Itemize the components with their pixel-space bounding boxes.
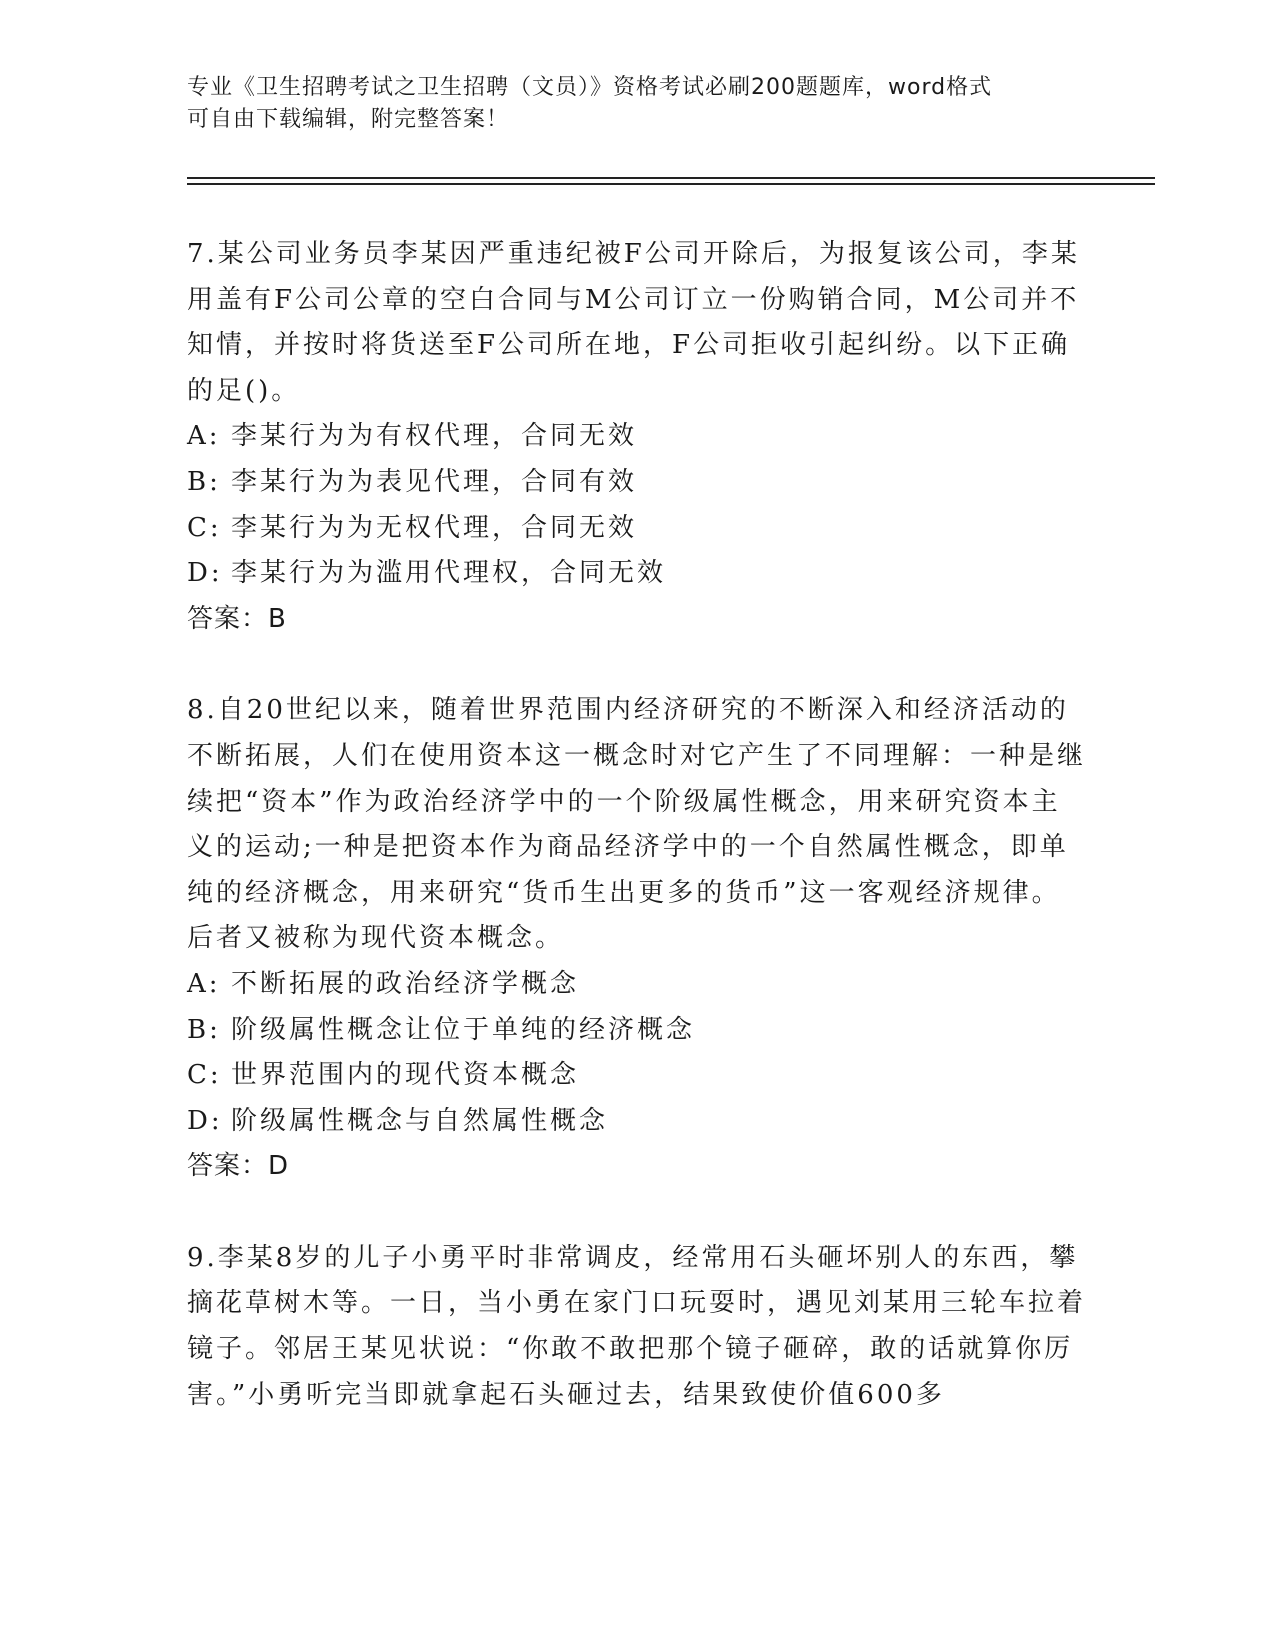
option-c [187, 1053, 1087, 1099]
question-7 [187, 232, 1087, 642]
question-text: 8.自20世纪以来，随着世界范围内经济研究的不断深入和经济活动的不断拓展，人们在使用资本这一概念时对它产生了不同理解：一种是继续把“资本”作为政治经济学中的一个阶级属性概念，用来研究资本主义的运动;一种是把资本作为商品经济学中的一个自然属性概念，即单纯的经济概念，用来研究“货币生出更多的货币”这一客观经济规律。后者又被称为现代资本概念。 [187, 695, 1087, 954]
option-text: 李某行为为表见代理，合同有效 [231, 466, 638, 497]
option-key: B: [187, 466, 221, 497]
option-text: 李某行为为有权代理，合同无效 [231, 421, 638, 452]
question-text: 9.李某8岁的儿子小勇平时非常调皮，经常用石头砸坏别人的东西，攀摘花草树木等。一日，当小勇在家门口玩耍时，遇见刘某用三轮车拉着镜子。邻居王某见状说：“你敢不敢把那个镜子砸碎，敢的话就算你厉害。”小勇听完当即就拿起石头砸过去，结果致使价值600多 [187, 1242, 1087, 1410]
option-a [187, 962, 1087, 1008]
option-key: D: [187, 1105, 223, 1136]
option-key: C: [187, 512, 222, 543]
option-text: 阶级属性概念让位于单纯的经济概念 [231, 1014, 696, 1045]
option-text: 不断拓展的政治经济学概念 [231, 968, 580, 999]
option-list [187, 414, 1087, 596]
question-8 [187, 688, 1087, 1190]
option-key: A: [187, 968, 221, 999]
option-a [187, 414, 1087, 460]
option-text: 李某行为为无权代理，合同无效 [231, 512, 638, 543]
answer-label: 答案：B [187, 603, 287, 634]
question-9 [187, 1236, 1087, 1418]
option-text: 李某行为为滥用代理权，合同无效 [231, 558, 667, 589]
option-key: B: [187, 1014, 221, 1045]
option-list [187, 962, 1087, 1144]
option-key: C: [187, 1060, 222, 1091]
question-list [187, 232, 1087, 1464]
header-title-line-1: 专业《卫生招聘考试之卫生招聘（文员）》资格考试必刷200题题库，word格式 [187, 75, 993, 100]
question-text: 7.某公司业务员李某因严重违纪被F公司开除后，为报复该公司，李某用盖有F公司公章的空白合同与M公司订立一份购销合同，M公司并不知情，并按时将货送至F公司所在地，F公司拒收引起纠纷。以下正确的足()。 [187, 239, 1080, 406]
option-b [187, 460, 1087, 506]
option-text: 世界范围内的现代资本概念 [231, 1060, 580, 1091]
option-b [187, 1008, 1087, 1054]
option-key: D: [187, 558, 223, 589]
option-c [187, 506, 1087, 552]
header-title-line-2: 可自由下载编辑，附完整答案！ [187, 107, 510, 132]
option-text: 阶级属性概念与自然属性概念 [231, 1105, 609, 1136]
option-key: A: [187, 421, 221, 452]
option-d [187, 551, 1087, 597]
header-divider-top [187, 177, 1155, 179]
option-d [187, 1099, 1087, 1145]
answer-label: 答案：D [187, 1151, 290, 1182]
document-header [187, 72, 1087, 136]
header-divider-bottom [187, 183, 1155, 185]
